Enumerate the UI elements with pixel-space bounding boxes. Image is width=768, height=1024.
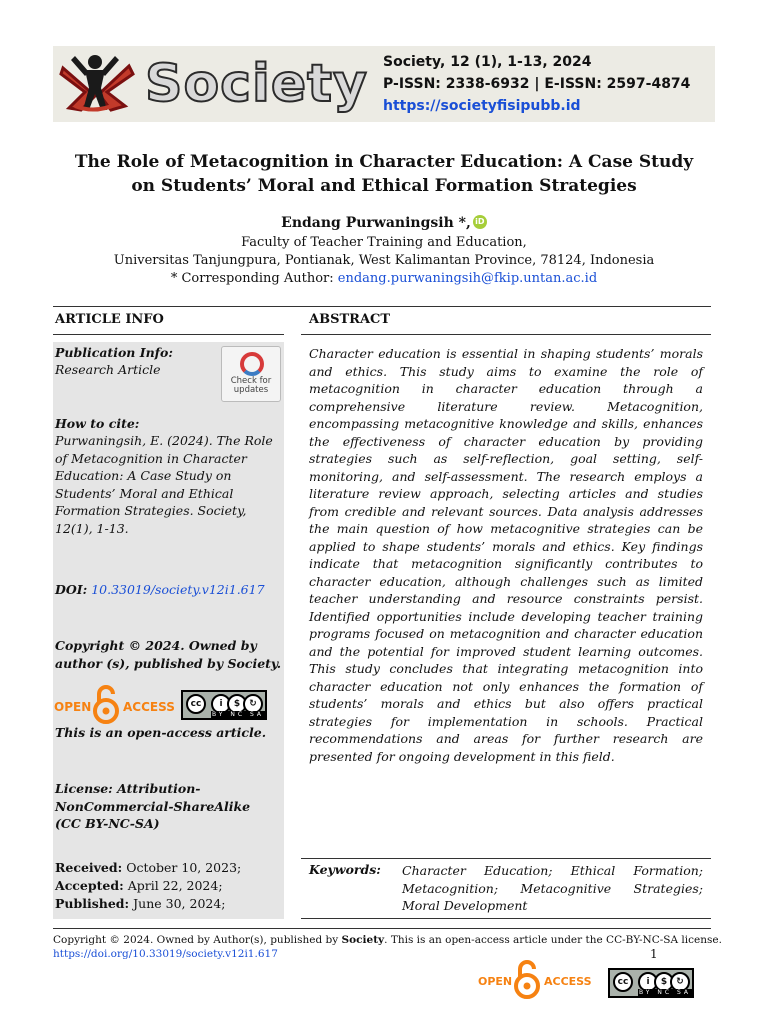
copyright-line-2: author (s), published by Society. bbox=[55, 655, 282, 671]
keywords-divider-top bbox=[301, 858, 711, 859]
noncommercial-icon: $ bbox=[227, 694, 247, 714]
article-title-line-1: The Role of Metacognition in Character Education: A Case Study bbox=[74, 152, 694, 172]
orcid-icon[interactable]: iD bbox=[473, 215, 487, 229]
affiliation-line-1: Faculty of Teacher Training and Education, bbox=[241, 235, 527, 250]
publication-type: Research Article bbox=[55, 362, 161, 377]
footer-noncommercial-icon: $ bbox=[654, 972, 674, 992]
accepted-row bbox=[55, 877, 223, 895]
crossmark-icon bbox=[240, 352, 264, 376]
open-access-note: This is an open-access article. bbox=[55, 725, 267, 740]
journal-banner bbox=[53, 46, 715, 122]
footer-copyright-pre: Copyright © 2024. Owned by Author(s), published by bbox=[53, 934, 342, 946]
citation-line-4: Students’ Moral and Ethical bbox=[55, 485, 234, 501]
license-line-2: NonCommercial-ShareAlike bbox=[55, 798, 251, 814]
article-info-heading: ARTICLE INFO bbox=[55, 312, 164, 327]
journal-logo-icon bbox=[55, 48, 137, 118]
corresponding-label: * Corresponding Author: bbox=[170, 271, 334, 286]
doi-row bbox=[55, 581, 265, 599]
publication-info-label: Publication Info: bbox=[55, 345, 173, 360]
article-title bbox=[40, 150, 728, 198]
abstract-body: Character education is essential in shaping students’ morals and ethics. This study aims to examine the role of metacognition in character education through a comprehensive literature review. Metacognition, encompassing metacognitive knowledge and skills, enhances the effectiveness of character education by providing strategies such as self-reflection, goal setting, self-monitoring, and self-assessment. The research employs a literature review approach, selecting articles and studies from credible and relevant sources. Data analysis addresses the main question of how metacognitive strategies can be applied to shape students’ morals and ethics. Key findings indicate that metacognition significantly contributes to character education, although challenges such as limited teacher understanding and resource constraints persist. Identified opportunities include developing teacher training programs focused on metacognition and character education and the potential for improved student learning outcomes. This study concludes that integrating metacognition into character education not only enhances the formation of students’ morals and ethics but also offers practical strategies for implementation in schools. Practical recommendations and areas for further research are presented for ongoing development in this field. bbox=[309, 346, 703, 764]
cc-icon: cc bbox=[186, 694, 206, 714]
footer-cc-license-badge[interactable] bbox=[608, 968, 694, 998]
footer-open-access-lock-icon bbox=[512, 959, 542, 999]
open-access-lock-icon bbox=[91, 684, 121, 724]
footer-journal-name: Society bbox=[341, 934, 385, 946]
citation-line-2: of Metacognition in Character bbox=[55, 450, 247, 466]
footer-cc-terms-bar: BY NC SA bbox=[639, 989, 691, 996]
license-line-3: (CC BY-NC-SA) bbox=[55, 816, 160, 831]
keywords-divider-bottom bbox=[301, 918, 711, 919]
footer-copyright bbox=[53, 932, 722, 948]
page-number: 1 bbox=[650, 947, 658, 961]
keywords-text: Character Education; Ethical Formation; Metacognition; Metacognitive Strategies; Moral Development bbox=[402, 863, 703, 913]
author-name: Endang Purwaningsih *, bbox=[281, 215, 471, 231]
sharealike-icon: ↻ bbox=[243, 694, 263, 714]
check-for-updates-button[interactable] bbox=[221, 346, 281, 402]
cc-license-badge[interactable] bbox=[181, 690, 267, 720]
published-label: Published: bbox=[55, 896, 130, 911]
journal-issn: P-ISSN: 2338-6932 | E-ISSN: 2597-4874 bbox=[383, 76, 691, 92]
journal-url-link[interactable]: https://societyfisipubb.id bbox=[383, 98, 581, 114]
received-label: Received: bbox=[55, 860, 123, 875]
doi-link[interactable]: 10.33019/society.v12i1.617 bbox=[91, 582, 265, 597]
keywords-label: Keywords: bbox=[309, 862, 381, 877]
footer-copyright-post: . This is an open-access article under the CC-BY-NC-SA license. bbox=[384, 934, 722, 946]
abstract-heading: ABSTRACT bbox=[309, 312, 391, 327]
received-date: October 10, 2023; bbox=[126, 860, 242, 875]
cc-terms-bar: BY NC SA bbox=[212, 711, 264, 718]
citation-line-5: Formation Strategies. Society, bbox=[55, 503, 247, 518]
doi-label: DOI: bbox=[55, 582, 88, 597]
access-label: ACCESS bbox=[123, 700, 175, 714]
accepted-label: Accepted: bbox=[55, 878, 124, 893]
open-label: OPEN bbox=[54, 700, 92, 714]
footer-access-label: ACCESS bbox=[544, 975, 592, 988]
footer-doi-link[interactable]: https://doi.org/10.33019/society.v12i1.617 bbox=[53, 948, 278, 960]
article-info-divider bbox=[53, 334, 284, 335]
section-divider-top bbox=[53, 306, 711, 307]
journal-logo-wordmark: Society bbox=[145, 54, 368, 114]
corresponding-author bbox=[0, 270, 768, 288]
author-line bbox=[0, 213, 768, 233]
citation-line-3: Education: A Case Study on bbox=[55, 468, 232, 483]
published-date: June 30, 2024; bbox=[133, 896, 226, 911]
footer-divider bbox=[53, 928, 711, 929]
how-to-cite-label: How to cite: bbox=[55, 416, 140, 431]
published-row bbox=[55, 895, 226, 913]
affiliation-block bbox=[0, 234, 768, 288]
affiliation-line-2: Universitas Tanjungpura, Pontianak, West Kalimantan Province, 78124, Indonesia bbox=[113, 253, 655, 268]
citation-line-6: 12(1), 1-13. bbox=[55, 520, 129, 536]
copyright-line-1: Copyright © 2024. Owned by bbox=[55, 638, 257, 653]
citation-line-1: Purwaningsih, E. (2024). The Role bbox=[55, 433, 273, 448]
article-title-line-2: on Students’ Moral and Ethical Formation Strategies bbox=[131, 176, 637, 196]
footer-open-label: OPEN bbox=[478, 975, 513, 988]
corresponding-email-link[interactable]: endang.purwaningsih@fkip.untan.ac.id bbox=[337, 271, 598, 286]
footer-attribution-icon: i bbox=[638, 972, 658, 992]
check-for-updates-label: Check for updates bbox=[230, 376, 272, 395]
footer-sharealike-icon: ↻ bbox=[670, 972, 690, 992]
footer-cc-icon: cc bbox=[613, 972, 633, 992]
attribution-icon: i bbox=[211, 694, 231, 714]
journal-citation: Society, 12 (1), 1-13, 2024 bbox=[383, 54, 592, 70]
article-info-panel bbox=[53, 342, 284, 919]
abstract-divider bbox=[301, 334, 711, 335]
license-line-1: License: Attribution- bbox=[55, 781, 201, 796]
accepted-date: April 22, 2024; bbox=[127, 878, 223, 893]
journal-info bbox=[383, 51, 690, 117]
received-row bbox=[55, 859, 241, 877]
